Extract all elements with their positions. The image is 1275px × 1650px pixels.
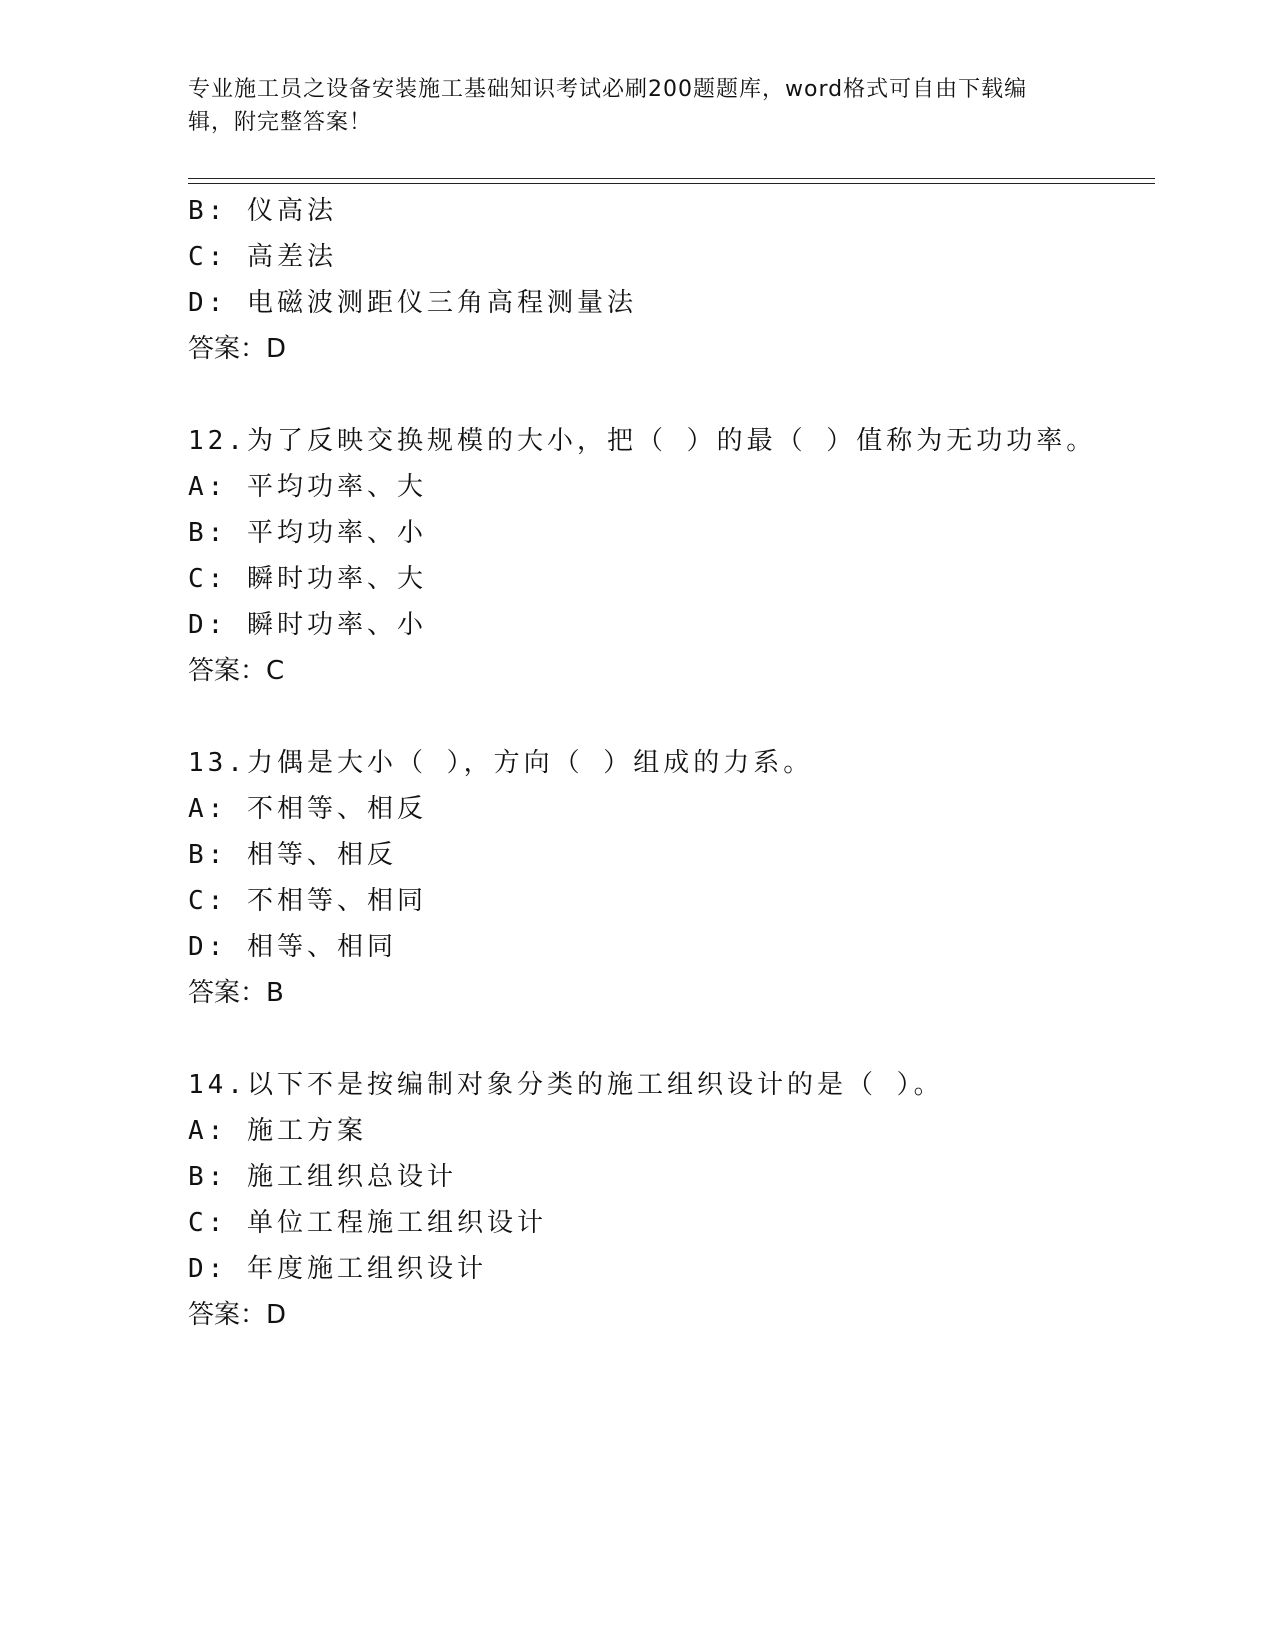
question-list [188, 188, 1155, 1338]
option-a: A: 不相等、相反 [188, 794, 427, 824]
question-12 [188, 418, 1155, 694]
option-d: D: 年度施工组织设计 [188, 1254, 487, 1284]
question-stem: 13.力偶是大小（ ），方向（ ）组成的力系。 [188, 748, 814, 778]
header-divider [188, 178, 1155, 179]
option-b: B: 施工组织总设计 [188, 1162, 457, 1192]
answer: 答案：B [188, 978, 284, 1008]
question-14 [188, 1062, 1155, 1338]
option-a: A: 施工方案 [188, 1116, 367, 1146]
question-13 [188, 740, 1155, 1016]
header-divider-double [188, 183, 1155, 184]
option-c: C: 单位工程施工组织设计 [188, 1208, 547, 1238]
option-b: B: 平均功率、小 [188, 518, 427, 548]
answer: 答案：D [188, 1300, 287, 1330]
option-c: C: 高差法 [188, 242, 337, 272]
answer: 答案：D [188, 334, 287, 364]
option-b: B: 相等、相反 [188, 840, 397, 870]
question-stem: 12.为了反映交换规模的大小，把（ ）的最（ ）值称为无功功率。 [188, 426, 1097, 456]
option-b: B: 仪高法 [188, 196, 337, 226]
option-c: C: 瞬时功率、大 [188, 564, 427, 594]
answer: 答案：C [188, 656, 285, 686]
option-d: D: 瞬时功率、小 [188, 610, 427, 640]
option-c: C: 不相等、相同 [188, 886, 427, 916]
option-a: A: 平均功率、大 [188, 472, 427, 502]
question-11-continued [188, 188, 1155, 372]
option-d: D: 电磁波测距仪三角高程测量法 [188, 288, 637, 318]
document-header: 专业施工员之设备安装施工基础知识考试必刷200题题库，word格式可自由下载编辑，附完整答案！ [188, 77, 1028, 135]
option-d: D: 相等、相同 [188, 932, 397, 962]
question-stem: 14.以下不是按编制对象分类的施工组织设计的是（ ）。 [188, 1070, 944, 1100]
